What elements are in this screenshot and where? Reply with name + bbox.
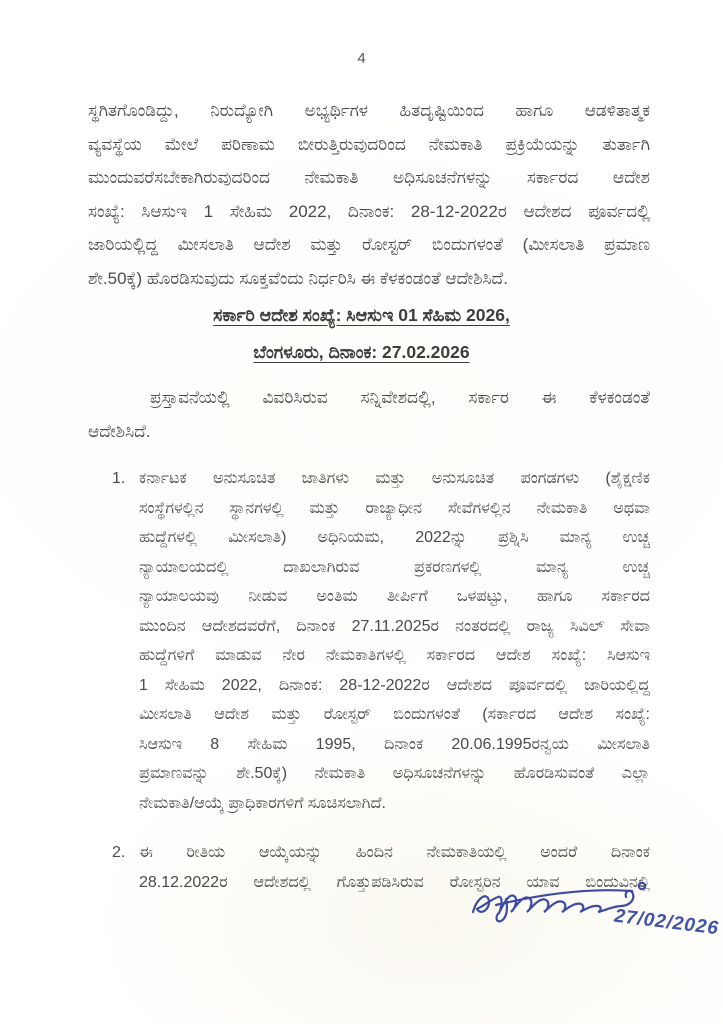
- item-line: ನ್ಯಾಯಾಲಯವು ನೀಡುವ ಅಂತಿಮ ತೀರ್ಪಿಗೆ ಒಳಪಟ್ಟು, ಹಾಗೂ ಸರ್ಕಾರದ: [139, 588, 650, 605]
- item-line: ಹುದ್ದೆಗಳಲ್ಲಿ ಮೀಸಲಾತಿ) ಅಧಿನಿಯಮ, 2022ನ್ನು ಪ್ರಶ್ನಿಸಿ ಮಾನ್ಯ ಉಚ್ಚ: [139, 529, 650, 546]
- item-line: ಹುದ್ದೆಗಳಿಗೆ ಮಾಡುವ ನೇರ ನೇಮಕಾತಿಗಳಲ್ಲಿ ಸರ್ಕಾರದ ಆದೇಶ ಸಂಖ್ಯೆ: ಸಿಆಸುಇ: [139, 647, 650, 664]
- item-line: ಸಂಸ್ಥೆಗಳಲ್ಲಿನ ಸ್ಥಾನಗಳಲ್ಲಿ ಮತ್ತು ರಾಜ್ಯಾಧೀನ ಸೇವೆಗಳಲ್ಲಿನ ನೇಮಕಾತಿ ಅಥವಾ: [139, 499, 650, 517]
- order-number-heading: [0, 297, 723, 371]
- order-heading-line1: [0, 297, 723, 334]
- signature-block: [468, 876, 723, 971]
- opening-paragraph: [88, 94, 650, 295]
- item-line: ಪ್ರಮಾಣವನ್ನು ಶೇ.50ಕ್ಕೆ) ನೇಮಕಾತಿ ಅಧಿಸೂಚನೆಗಳನ್ನು ಹೊರಡಿಸುವಂತೆ ಎಲ್ಲಾ: [139, 765, 650, 782]
- item-line: ಸಿಆಸುಇ 8 ಸೇಹಿಮ 1995, ದಿನಾಂಕ 20.06.1995ರನ್ವಯ ಮೀಸಲಾತಿ: [139, 735, 650, 753]
- item-number: 2.: [112, 844, 126, 861]
- paragraph-line: ಆದೇಶಿಸಿದೆ.: [88, 421, 151, 441]
- paragraph-line: ಶೇ.50ಕ್ಕೆ) ಹೊರಡಿಸುವುದು ಸೂಕ್ತವೆಂದು ನಿರ್ಧರಿಸಿ ಈ ಕೆಳಕಂಡಂತೆ ಆದೇಶಿಸಿದೆ.: [88, 268, 508, 288]
- order-place-date-text: ಬೆಂಗಳೂರು, ದಿನಾಂಕ: 27.02.2026: [253, 342, 470, 362]
- item-number: 1.: [112, 470, 126, 487]
- item-line: ನೇಮಕಾತಿ/ಆಯ್ಕೆ ಪ್ರಾಧಿಕಾರಗಳಿಗೆ ಸೂಚಿಸಲಾಗಿದೆ.: [139, 794, 386, 812]
- order-heading-line2: [0, 334, 723, 371]
- order-item-1: [112, 464, 650, 818]
- paragraph-line: ಮುಂದುವರೆಸಬೇಕಾಗಿರುವುದರಿಂದ ನೇಮಕಾತಿ ಅಧಿಸೂಚನೆಗಳನ್ನು ಸರ್ಕಾರದ ಆದೇಶ: [88, 168, 650, 187]
- paragraph-line: ಜಾರಿಯಲ್ಲಿದ್ದ ಮೀಸಲಾತಿ ಆದೇಶ ಮತ್ತು ರೋಸ್ಟರ್ ಬಿಂದುಗಳಂತೆ (ಮೀಸಲಾತಿ ಪ್ರಮಾಣ: [88, 235, 650, 254]
- item-line: 28.12.2022ರ ಆದೇಶದಲ್ಲಿ ಗೊತ್ತುಪಡಿಸಿರುವ ರೋಸ್ಟರಿನ ಯಾವ ಬಿಂದುವಿನಲ್ಲಿ: [139, 874, 650, 891]
- page-number: 4: [357, 50, 366, 67]
- preamble-paragraph: [88, 381, 650, 448]
- signature-date: 27/02/2026: [613, 905, 721, 940]
- item-line: ಈ ರೀತಿಯ ಆಯ್ಕೆಯನ್ನು ಹಿಂದಿನ ನೇಮಕಾತಿಯಲ್ಲಿ ಅಂದರೆ ದಿನಾಂಕ: [139, 844, 650, 861]
- item-line: ಮೀಸಲಾತಿ ಆದೇಶ ಮತ್ತು ರೋಸ್ಟರ್ ಬಿಂದುಗಳಂತೆ (ಸರ್ಕಾರದ ಆದೇಶ ಸಂಖ್ಯೆ:: [139, 706, 650, 723]
- paragraph-line: ಸಂಖ್ಯೆ: ಸಿಆಸುಇ 1 ಸೇಹಿಮ 2022, ದಿನಾಂಕ: 28-12-2022ರ ಆದೇಶದ ಪೂರ್ವದಲ್ಲಿ: [88, 201, 650, 221]
- item-line: ಮುಂದಿನ ಆದೇಶದವರೆಗೆ, ದಿನಾಂಕ 27.11.2025ರ ನಂತರದಲ್ಲಿ ರಾಜ್ಯ ಸಿವಿಲ್ ಸೇವಾ: [139, 617, 650, 635]
- order-number-text: ಸರ್ಕಾರಿ ಆದೇಶ ಸಂಖ್ಯೆ: ಸಿಆಸುಇ 01 ಸೆಹಿಮ 2026,: [213, 305, 510, 325]
- item-line: 1 ಸೇಹಿಮ 2022, ದಿನಾಂಕ: 28-12-2022ರ ಆದೇಶದ ಪೂರ್ವದಲ್ಲಿ ಜಾರಿಯಲ್ಲಿದ್ದ: [139, 676, 650, 694]
- paragraph-line: ವ್ಯವಸ್ಥೆಯ ಮೇಲೆ ಪರಿಣಾಮ ಬೀರುತ್ತಿರುವುದರಿಂದ ನೇಮಕಾತಿ ಪ್ರಕ್ರಿಯೆಯನ್ನು ತುರ್ತಾಗಿ: [88, 134, 650, 154]
- item-line: ಕರ್ನಾಟಕ ಅನುಸೂಚಿತ ಜಾತಿಗಳು ಮತ್ತು ಅನುಸೂಚಿತ ಪಂಗಡಗಳು (ಶೈಕ್ಷಣಿಕ: [139, 470, 650, 487]
- paragraph-line: ಸ್ಥಗಿತಗೊಂಡಿದ್ದು, ನಿರುದ್ಯೋಗಿ ಅಭ್ಯರ್ಥಿಗಳ ಹಿತದೃಷ್ಟಿಯಿಂದ ಹಾಗೂ ಆಡಳಿತಾತ್ಮಕ: [88, 101, 650, 120]
- item-line: ನ್ಯಾಯಾಲಯದಲ್ಲಿ ದಾಖಲಾಗಿರುವ ಪ್ರಕರಣಗಳಲ್ಲಿ ಮಾನ್ಯ ಉಚ್ಚ: [139, 558, 650, 576]
- paragraph-line: ಪ್ರಸ್ತಾವನೆಯಲ್ಲಿ ವಿವರಿಸಿರುವ ಸನ್ನಿವೇಶದಲ್ಲಿ, ಸರ್ಕಾರ ಈ ಕೆಳಕಂಡಂತೆ: [150, 388, 650, 407]
